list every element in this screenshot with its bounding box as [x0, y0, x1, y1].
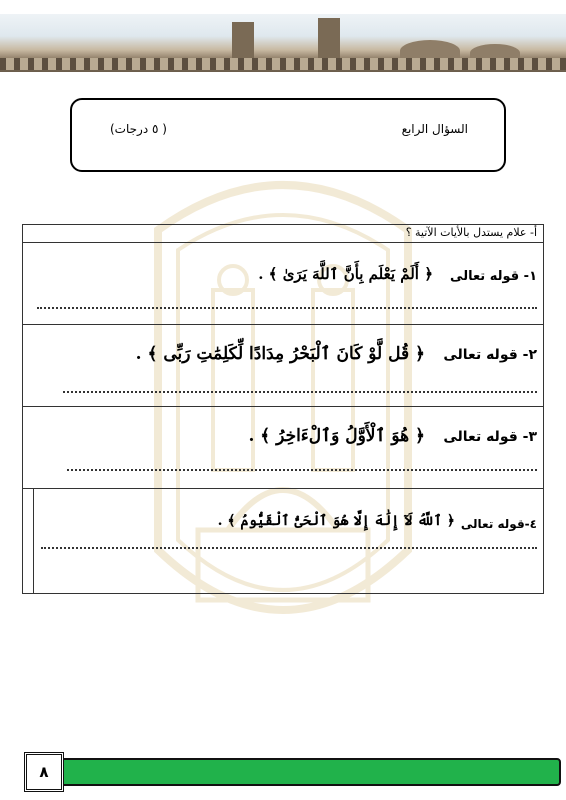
minaret-shape — [318, 18, 340, 62]
footer-green-bar — [56, 758, 561, 786]
answer-line[interactable] — [41, 547, 537, 549]
question-row-4 — [23, 489, 543, 593]
answer-line[interactable] — [67, 469, 537, 471]
quran-verse: ﴿ ٱللَّهُ لَآ إِلَٰهَ إِلَّا هُوَ ٱلْحَىُّ ٱلْقَيُّومُ ﴾ . — [217, 513, 455, 529]
minaret-shape — [232, 22, 254, 62]
question-label: ٢- قوله تعالى — [443, 347, 537, 363]
question-label: ١- قوله تعالى — [450, 269, 537, 284]
question-row-3 — [23, 407, 543, 489]
question-row-1 — [23, 243, 543, 325]
answer-line[interactable] — [37, 307, 537, 309]
answer-line[interactable] — [63, 391, 537, 393]
page-number: ٨ — [39, 763, 49, 781]
questions-table — [22, 224, 544, 594]
question-row-2 — [23, 325, 543, 407]
instruction-text: أ- علام يستدل بالأيات الآتية ؟ — [405, 226, 537, 239]
header-banner-image — [0, 14, 566, 72]
page-number-box — [24, 752, 64, 792]
question-title: السؤال الرابع — [401, 122, 468, 136]
arcade-shape — [0, 58, 566, 70]
question-label: ٣- قوله تعالى — [443, 429, 537, 445]
question-marks: ( ٥ درجات) — [110, 122, 167, 136]
question-header-box — [70, 98, 506, 172]
quran-verse: ﴿ قُل لَّوْ كَانَ ٱلْبَحْرُ مِدَادًا لِّكَلِمَٰتِ رَبِّى ﴾ . — [135, 344, 425, 364]
quran-verse: ﴿ هُوَ ٱلْأَوَّلُ وَٱلْءَاخِرُ ﴾ . — [248, 426, 425, 446]
row-divider — [33, 489, 34, 593]
instruction-row — [23, 225, 543, 243]
question-label: ٤-قوله تعالى — [460, 517, 537, 531]
quran-verse: ﴿ أَلَمْ يَعْلَم بِأَنَّ ٱللَّهَ يَرَىٰ ﴾ . — [258, 265, 433, 283]
